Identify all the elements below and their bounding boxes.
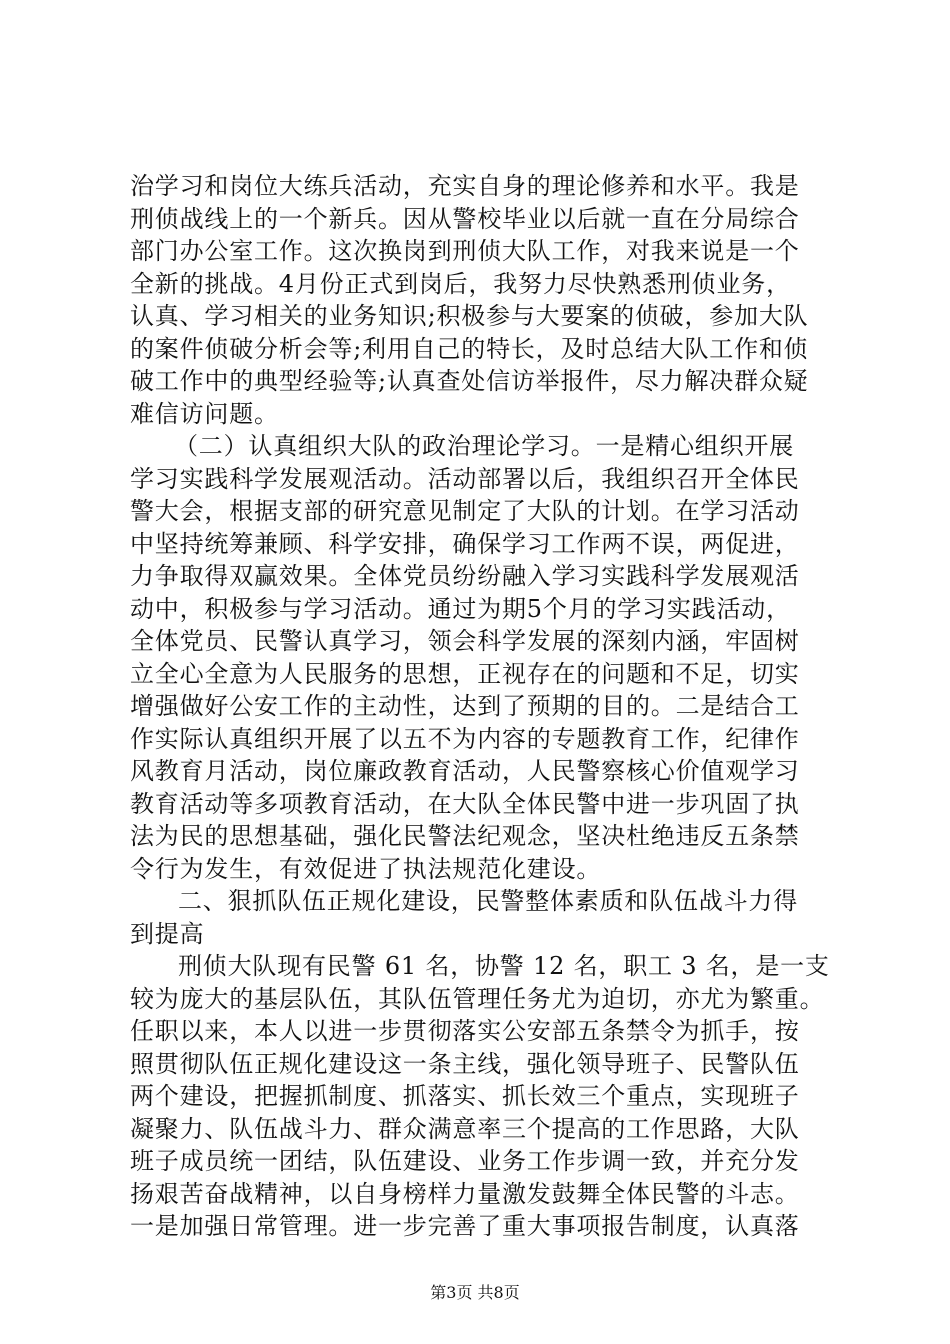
text-line: 令行为发生，有效促进了执法规范化建设。 xyxy=(130,854,602,883)
text-line: 凝聚力、队伍战斗力、群众满意率三个提高的工作思路，大队 xyxy=(130,1114,800,1143)
text-line: 刑侦战线上的一个新兵。因从警校毕业以后就一直在分局综合 xyxy=(130,204,800,233)
text-line: 破工作中的典型经验等;认真查处信访举报件，尽力解决群众疑 xyxy=(130,367,809,395)
text-line: 增强做好公安工作的主动性，达到了预期的目的。二是结合工 xyxy=(130,692,800,720)
page-number-footer: 第3页 共8页 xyxy=(430,1283,520,1302)
document-body xyxy=(130,170,830,1243)
paragraph-start-line: 刑侦大队现有民警 61 名，协警 12 名，职工 3 名，是一支 xyxy=(178,952,830,980)
text-line: 立全心全意为人民服务的思想，正视存在的问题和不足，切实 xyxy=(130,659,800,688)
text-line: 较为庞大的基层队伍，其队伍管理任务尤为迫切，亦尤为繁重。 xyxy=(130,984,825,1013)
text-line: 任职以来，本人以进一步贯彻落实公安部五条禁令为抓手，按 xyxy=(130,1017,800,1045)
text-line: 动中，积极参与学习活动。通过为期5个月的学习实践活动， xyxy=(130,594,791,623)
section-heading-line: 二、狠抓队伍正规化建设，民警整体素质和队伍战斗力得 xyxy=(178,887,798,915)
text-line: 班子成员统一团结，队伍建设、业务工作步调一致，并充分发 xyxy=(130,1147,800,1175)
text-line: 中坚持统筹兼顾、科学安排，确保学习工作两不误，两促进， xyxy=(130,529,800,558)
text-line: 的案件侦破分析会等;利用自己的特长，及时总结大队工作和侦 xyxy=(130,334,809,363)
text-line: 全新的挑战。4月份正式到岗后，我努力尽快熟悉刑侦业务， xyxy=(130,269,791,298)
text-line: 法为民的思想基础，强化民警法纪观念，坚决杜绝违反五条禁 xyxy=(130,822,800,850)
text-line: 作实际认真组织开展了以五不为内容的专题教育工作，纪律作 xyxy=(130,724,800,753)
text-line: 教育活动等多项教育活动，在大队全体民警中进一步巩固了执 xyxy=(130,789,800,818)
text-line: 照贯彻队伍正规化建设这一条主线，强化领导班子、民警队伍 xyxy=(130,1049,800,1078)
section-heading-line: 到提高 xyxy=(130,919,205,948)
text-line: 力争取得双赢效果。全体党员纷纷融入学习实践科学发展观活 xyxy=(130,562,800,590)
text-line: 全体党员、民警认真学习，领会科学发展的深刻内涵，牢固树 xyxy=(130,627,800,655)
text-line: 学习实践科学发展观活动。活动部署以后，我组织召开全体民 xyxy=(130,464,800,493)
text-line: 两个建设，把握抓制度、抓落实、抓长效三个重点，实现班子 xyxy=(130,1082,800,1110)
text-line: 风教育月活动，岗位廉政教育活动，人民警察核心价值观学习 xyxy=(130,757,800,785)
text-line: 认真、学习相关的业务知识;积极参与大要案的侦破，参加大队 xyxy=(130,302,809,330)
text-line: 警大会，根据支部的研究意见制定了大队的计划。在学习活动 xyxy=(130,497,800,525)
text-line: 一是加强日常管理。进一步完善了重大事项报告制度，认真落 xyxy=(130,1212,800,1240)
paragraph-start-line: （二）认真组织大队的政治理论学习。一是精心组织开展 xyxy=(174,432,794,460)
text-line: 治学习和岗位大练兵活动，充实自身的理论修养和水平。我是 xyxy=(130,172,800,200)
text-line: 扬艰苦奋战精神，以自身榜样力量激发鼓舞全体民警的斗志。 xyxy=(130,1179,800,1208)
text-line: 部门办公室工作。这次换岗到刑侦大队工作，对我来说是一个 xyxy=(130,237,800,265)
text-line: 难信访问题。 xyxy=(130,399,279,428)
